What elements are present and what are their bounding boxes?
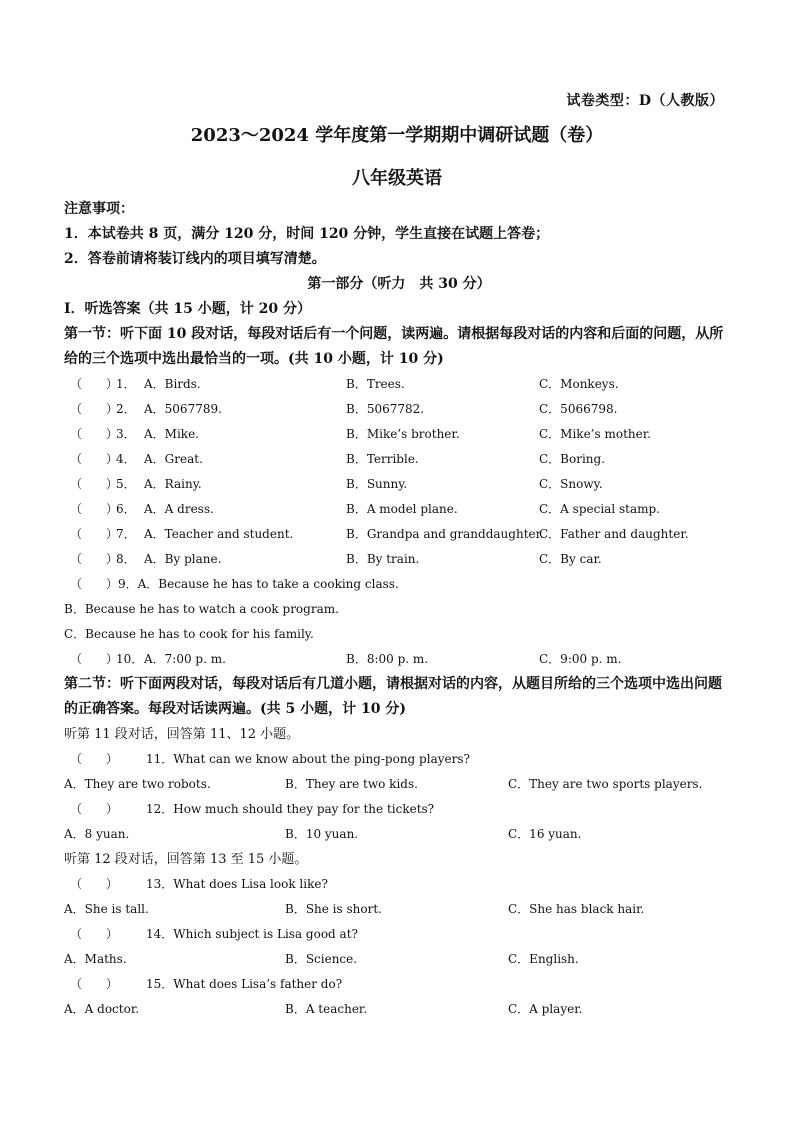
option-b: B．A model plane. <box>346 502 458 516</box>
answer-blank[interactable]: （ ） <box>70 377 119 391</box>
answer-blank[interactable]: （ ） <box>70 402 119 416</box>
option-b: B．8:00 p. m. <box>346 652 429 666</box>
question-row <box>64 397 734 422</box>
option-a: A．8 yuan. <box>64 827 130 841</box>
question-stem: 11．What can we know about the ping-pong players? <box>146 752 470 766</box>
dialog-12-note: 听第 12 段对话，回答第 13 至 15 小题。 <box>64 852 308 867</box>
question-row <box>64 422 734 447</box>
question-number: 6． <box>116 502 136 516</box>
part1-heading: 第一部分（听力 共 30 分） <box>307 276 491 292</box>
option-c: C．English. <box>508 952 579 966</box>
question-number: 1． <box>116 377 136 391</box>
option-b: B．Grandpa and granddaughter. <box>346 527 544 541</box>
option-a: A．7:00 p. m. <box>144 652 226 666</box>
answer-blank[interactable]: （ ） <box>70 802 119 816</box>
answer-blank[interactable]: （ ） <box>70 477 119 491</box>
question-row <box>64 372 734 397</box>
question-row <box>64 647 734 672</box>
option-b: B．Science. <box>285 952 358 966</box>
options-row <box>64 772 734 797</box>
option-c: C．She has black hair. <box>508 902 645 916</box>
question-stem: 15．What does Lisa’s father do? <box>146 977 343 991</box>
answer-blank[interactable]: （ ） <box>70 527 119 541</box>
exam-title: 2023～2024 学年度第一学期期中调研试题（卷） <box>190 125 604 146</box>
question-number: 2． <box>116 402 136 416</box>
option-a: A．Maths. <box>64 952 127 966</box>
option-a: A．They are two robots. <box>64 777 211 791</box>
option-a: A．Mike. <box>144 427 199 441</box>
option-a: A．Great. <box>144 452 203 466</box>
question-number: 8． <box>116 552 136 566</box>
option-c: C．They are two sports players. <box>508 777 703 791</box>
answer-blank[interactable]: （ ） <box>70 977 119 991</box>
option-c: C．Monkeys. <box>539 377 619 391</box>
option-c: C．A special stamp. <box>539 502 660 516</box>
option-b: B．By train. <box>346 552 420 566</box>
section1-heading: Ⅰ．听选答案（共 15 小题，计 20 分） <box>64 301 312 317</box>
question-number: 7． <box>116 527 136 541</box>
options-row <box>64 897 734 922</box>
option-b: B．Mike’s brother. <box>346 427 460 441</box>
question-9-option-c: C．Because he has to cook for his family. <box>64 627 314 641</box>
exam-subtitle: 八年级英语 <box>352 168 442 189</box>
option-b: B．They are two kids. <box>285 777 418 791</box>
option-a: A．Birds. <box>144 377 201 391</box>
option-b: B．5067782. <box>346 402 425 416</box>
note-item: 2．答卷前请将装订线内的项目填写清楚。 <box>64 251 326 267</box>
option-b: B．Trees. <box>346 377 405 391</box>
exam-content <box>64 197 734 1022</box>
option-b: B．Sunny. <box>346 477 408 491</box>
options-row <box>64 822 734 847</box>
notes-heading: 注意事项： <box>64 201 134 217</box>
section1-instruction: 第一节：听下面 10 段对话，每段对话后有一个问题，读两遍。请根据每段对话的内容和后面的问题，从所给的三个选项中选出最恰当的一项。(共 10 小题，计 10 分) <box>64 326 724 367</box>
option-a: A．She is tall. <box>64 902 149 916</box>
option-c: C．9:00 p. m. <box>539 652 622 666</box>
option-c: C．By car. <box>539 552 602 566</box>
option-c: C．Father and daughter. <box>539 527 689 541</box>
question-9-line: （ ）9．A．Because he has to take a cooking class. <box>70 577 399 591</box>
option-c: C．Mike’s mother. <box>539 427 651 441</box>
paper-type-label: 试卷类型：D（人教版） <box>566 93 724 109</box>
question-stem-row <box>64 747 734 772</box>
option-b: B．She is short. <box>285 902 382 916</box>
question-stem: 14．Which subject is Lisa good at? <box>146 927 358 941</box>
option-a: A．By plane. <box>144 552 222 566</box>
question-row <box>64 522 734 547</box>
answer-blank[interactable]: （ ） <box>70 452 119 466</box>
option-a: A．Teacher and student. <box>144 527 294 541</box>
option-c: C．A player. <box>508 1002 583 1016</box>
question-row <box>64 497 734 522</box>
answer-blank[interactable]: （ ） <box>70 502 119 516</box>
note-item: 1．本试卷共 8 页，满分 120 分，时间 120 分钟，学生直接在试题上答卷； <box>64 226 550 242</box>
option-c: C．16 yuan. <box>508 827 582 841</box>
section2-instruction: 第二节：听下面两段对话，每段对话后有几道小题，请根据对话的内容，从题目所给的三个选项中选出问题的正确答案。每段对话读两遍。(共 5 小题，计 10 分) <box>64 676 722 717</box>
question-stem-row <box>64 797 734 822</box>
question-number: 3． <box>116 427 136 441</box>
question-stem-row <box>64 872 734 897</box>
options-row <box>64 997 734 1022</box>
answer-blank[interactable]: （ ） <box>70 552 119 566</box>
answer-blank[interactable]: （ ） <box>70 927 119 941</box>
question-stem: 13．What does Lisa look like? <box>146 877 328 891</box>
answer-blank[interactable]: （ ） <box>70 752 119 766</box>
question-9-option-b: B．Because he has to watch a cook program. <box>64 602 339 616</box>
question-stem: 12．How much should they pay for the tickets? <box>146 802 435 816</box>
options-row <box>64 947 734 972</box>
option-b: B．Terrible. <box>346 452 419 466</box>
option-c: C．Snowy. <box>539 477 603 491</box>
option-a: A．A doctor. <box>64 1002 140 1016</box>
answer-blank[interactable]: （ ） <box>70 652 119 666</box>
answer-blank[interactable]: （ ） <box>70 427 119 441</box>
question-row <box>64 547 734 572</box>
answer-blank[interactable]: （ ） <box>70 877 119 891</box>
option-b: B．A teacher. <box>285 1002 368 1016</box>
question-number: 10． <box>116 652 144 666</box>
option-a: A．5067789. <box>144 402 222 416</box>
question-stem-row <box>64 972 734 997</box>
option-c: C．5066798. <box>539 402 618 416</box>
question-number: 4． <box>116 452 136 466</box>
question-stem-row <box>64 922 734 947</box>
question-row <box>64 472 734 497</box>
option-b: B．10 yuan. <box>285 827 359 841</box>
option-a: A．A dress. <box>144 502 214 516</box>
option-c: C．Boring. <box>539 452 606 466</box>
question-row <box>64 447 734 472</box>
question-number: 5． <box>116 477 136 491</box>
dialog-11-note: 听第 11 段对话，回答第 11、12 小题。 <box>64 727 300 742</box>
option-a: A．Rainy. <box>144 477 202 491</box>
